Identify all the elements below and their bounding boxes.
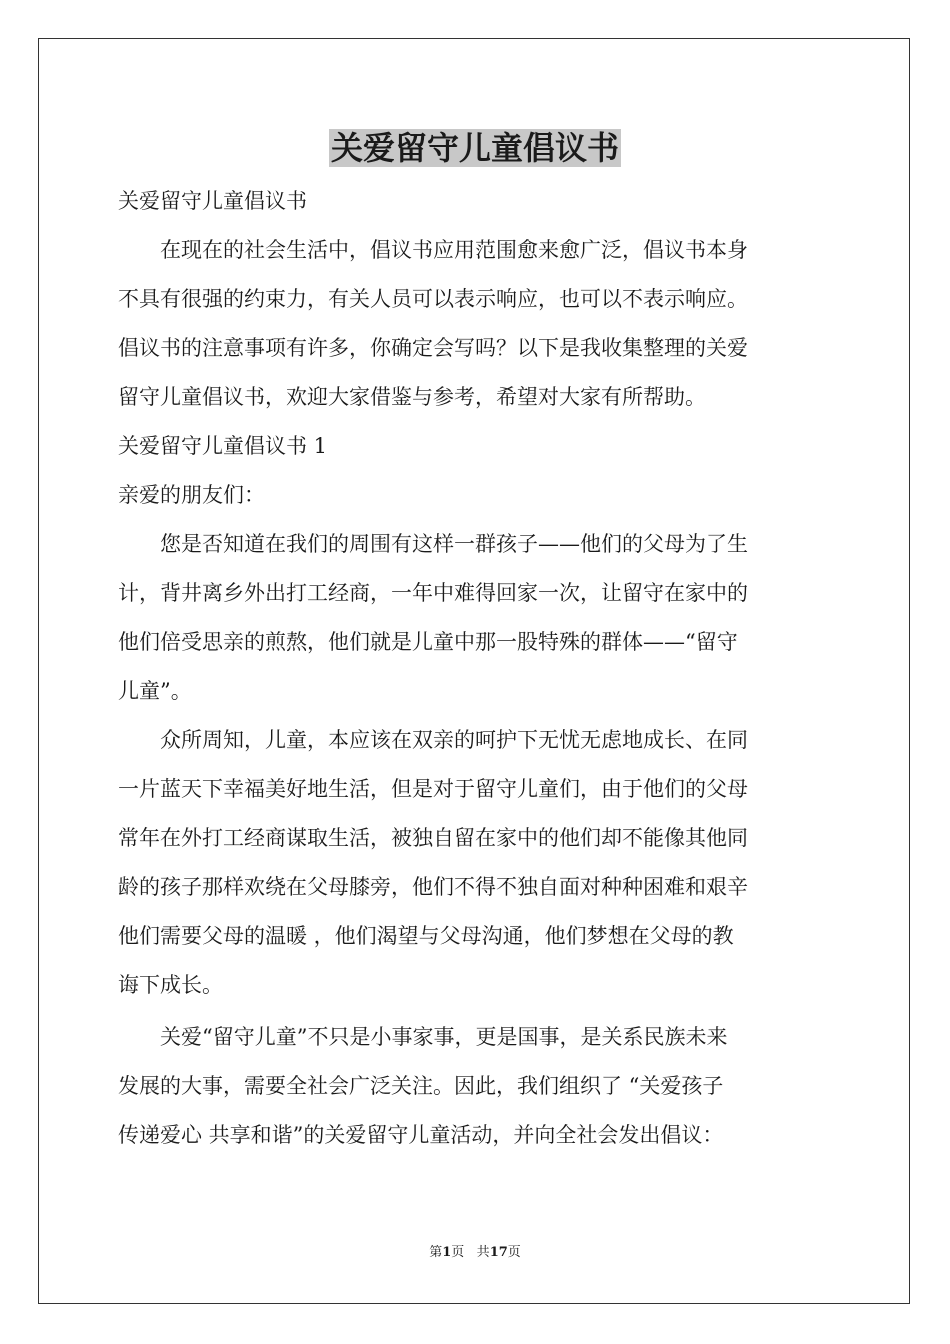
intro-line-4: 留守儿童倡议书，欢迎大家借鉴与参考，希望对大家有所帮助。 xyxy=(118,385,706,409)
para1-line-4: 儿童”。 xyxy=(118,679,192,703)
intro-line-2: 不具有很强的约束力，有关人员可以表示响应，也可以不表示响应。 xyxy=(118,287,748,311)
subtitle-line: 关爱留守儿童倡议书 xyxy=(118,189,307,213)
para2-line-5: 他们需要父母的温暖 ，他们渴望与父母沟通，他们梦想在父母的教 xyxy=(118,924,734,948)
para2-line-1: 众所周知，儿童，本应该在双亲的呵护下无忧无虑地成长、在同 xyxy=(160,728,748,752)
section-heading: 关爱留守儿童倡议书 1 xyxy=(118,434,328,458)
intro-line-3: 倡议书的注意事项有许多，你确定会写吗？以下是我收集整理的关爱 xyxy=(118,336,748,360)
para2-line-3: 常年在外打工经商谋取生活，被独自留在家中的他们却不能像其他同 xyxy=(118,826,748,850)
footer-page-suffix: 页 xyxy=(451,1245,465,1260)
para3-line-2: 发展的大事，需要全社会广泛关注。因此，我们组织了 “关爱孩子 xyxy=(118,1074,724,1098)
document-title xyxy=(0,126,950,170)
para3-line-1: 关爱“留守儿童”不只是小事家事，更是国事，是关系民族未来 xyxy=(160,1025,728,1049)
para3-line-3: 传递爱心 共享和谐”的关爱留守儿童活动，并向全社会发出倡议： xyxy=(118,1123,724,1147)
para1-line-2: 计，背井离乡外出打工经商，一年中难得回家一次，让留守在家中的 xyxy=(118,581,748,605)
page-footer xyxy=(0,1244,950,1262)
footer-total-pages: 17 xyxy=(489,1245,508,1260)
document-title-text: 关爱留守儿童倡议书 xyxy=(330,129,619,167)
para1-line-1: 您是否知道在我们的周围有这样一群孩子——他们的父母为了生 xyxy=(160,532,748,556)
para1-line-3: 他们倍受思亲的煎熬，他们就是儿童中那一股特殊的群体——“留守 xyxy=(118,630,738,654)
footer-page-prefix: 第 xyxy=(429,1245,443,1260)
footer-page-number: 1 xyxy=(442,1245,452,1260)
document-body xyxy=(118,177,836,1160)
para2-line-4: 龄的孩子那样欢绕在父母膝旁，他们不得不独自面对种种困难和艰辛 xyxy=(118,875,748,899)
footer-total-suffix: 页 xyxy=(507,1245,521,1260)
para2-line-2: 一片蓝天下幸福美好地生活，但是对于留守儿童们，由于他们的父母 xyxy=(118,777,748,801)
intro-line-1: 在现在的社会生活中，倡议书应用范围愈来愈广泛，倡议书本身 xyxy=(160,238,748,262)
footer-total-prefix: 共 xyxy=(476,1245,490,1260)
para2-line-6: 诲下成长。 xyxy=(118,973,223,997)
salutation-line: 亲爱的朋友们： xyxy=(118,483,265,507)
